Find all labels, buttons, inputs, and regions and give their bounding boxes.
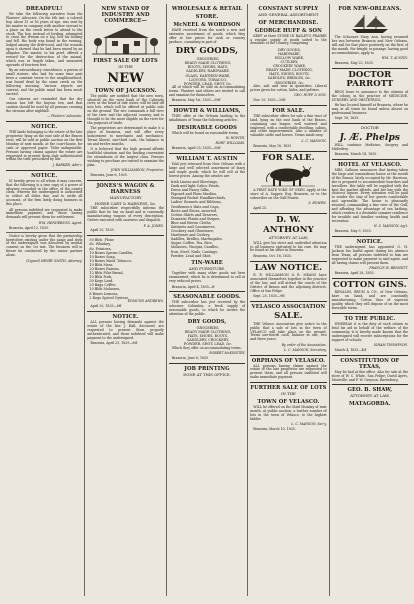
list-item: Crockery and Glassware, <box>170 229 215 234</box>
list-item: Dress and Fancy Silks, <box>170 188 210 193</box>
divider <box>332 384 408 385</box>
list-item: 30 Kegs Lard, <box>89 279 114 284</box>
dateline: Sept. 18, 1835. <box>334 116 360 121</box>
list-item: 10 Bbls Mess. <box>89 262 114 267</box>
dateline: Nov. 29, 1835—30tf <box>253 97 286 102</box>
subhead-furniture: AND FURNITURE. <box>188 265 226 271</box>
list-item: POWDER, LEAD, SHOT, &c. <box>183 81 233 86</box>
article-paragraph: THEY offer at the Orleans landing to the inhabitants of Texas the following articles: <box>168 113 246 122</box>
list-item: HATS, SHOES, BOOTS, <box>269 72 310 77</box>
column-4 <box>247 4 328 596</box>
divider <box>332 355 408 356</box>
dateline: April 25. <box>253 206 268 211</box>
list-item: 2 Kegs Spiced Oysters, <box>89 295 130 300</box>
list-item: CROCKERY WARE, <box>272 64 306 69</box>
headline-in-the: IN THE <box>118 64 133 69</box>
divider <box>169 363 245 364</box>
article-paragraph: R. R. WILLIAMSON & R. MEANS have associated themselves together in the practice of the law, and will attend the courts of the District of Brazos and the adjoining districts. Office at San Felipe. <box>250 273 327 293</box>
newspaper-page <box>4 4 410 596</box>
dateline: Brazoria, April 4, 1835—tf <box>171 284 215 289</box>
list-item: Domestic Plaids and Stripes, <box>170 216 221 221</box>
signature: — Planters' Advocate. <box>46 114 83 119</box>
list-item: 10 Boxes Manf. Tobacco, <box>89 258 133 263</box>
dateline: April 20, 1835—6tf <box>90 304 122 309</box>
divider <box>169 105 245 106</box>
list-item: 20 Boxes Raisins, <box>89 267 120 271</box>
article-paragraph: ALL persons having claims against the estate of the late proprietor are requested to present them, and all persons indebted will make immediate payment. <box>250 363 327 380</box>
dateline: April 20, 1835. <box>90 228 115 233</box>
list-item: Stamped Pocket Handkerchiefs, <box>170 196 227 201</box>
dateline: Brazoria, April 28, 1835. <box>334 270 375 275</box>
article-paragraph: Notice is hereby given that the partnership heretofore existing under the name and style of the undersigned was dissolved by mutual consent on the 1st inst. The business will in future be conducted by the senior partner alone. <box>6 233 83 258</box>
subhead-assortment: AND GENERAL ASSORTMENT <box>258 12 319 17</box>
list-item: READY MADE CLOTHING, <box>184 330 232 335</box>
subhead-horse-cart: HORSE CART & HARNESS, &c. <box>94 200 157 206</box>
signature: F. A. JONES. <box>143 223 164 228</box>
list-item: Iron, Steel, Nails, Castings, <box>170 249 219 254</box>
headline-geo-shaw: GEO. B. SHAW, <box>347 387 393 394</box>
dateline: Brazoria, Oct. 18, 1835. <box>253 253 292 258</box>
divider <box>6 121 82 122</box>
divider <box>169 153 245 154</box>
headline-howth-williams: HOWTH & WILLIAMS, <box>173 107 241 114</box>
divider <box>169 291 245 292</box>
divider <box>250 261 326 262</box>
article-paragraph: THE subscriber respectfully informs the public that he has on hand and is constantly manufacturing wagons of every description. Orders executed with neatness and despatch. <box>87 206 164 223</box>
headline-william-austin: WILLIAM T. AUSTIN <box>176 155 238 162</box>
signature: ROBERT McKINSTRY. <box>209 350 246 355</box>
article-paragraph: ALL persons having demands against the estate of the late J. Hall, deceased, are requested to present them properly authenticated, and those indebted will make payment to the undersigned. <box>87 320 164 340</box>
headline-new-stand: NEW STAND OF INDUSTRY AND COMMERCE— <box>101 6 150 24</box>
headline-dreadful: DREADFUL! <box>26 6 63 12</box>
signature: EDMUND ANDREWS. <box>127 299 164 304</box>
list-item: GROCERIES, &c. <box>274 80 305 85</box>
list-item: Ladies' Bonnets and Ribbons, <box>170 200 222 205</box>
signature: ISHAM THOMPSON. <box>373 342 409 347</box>
divider <box>87 180 163 181</box>
list-item: HARDWARE, <box>278 51 301 56</box>
headline-law-notice: LAW NOTICE. <box>254 262 323 273</box>
signature: J. BARKER, Adm'r. <box>52 162 83 167</box>
dateline: Brazoria, April 13, 1835. <box>9 225 49 230</box>
signature: ROBT. WILLIAMS. <box>215 141 246 146</box>
article-paragraph: Which will be found on reasonable terms. <box>171 130 240 135</box>
article-paragraph: The public are notified that the new town, situated on the west bank of the Colorado river, at the head of tide water, will be laid off into lots, which will be offered at public sale on the ground. The site commands a full view of the river and the adjacent country, and is thought to be the most eligible on the river for the purposes of trade. <box>87 93 164 125</box>
subhead-doctor: DOCTOR <box>361 125 379 131</box>
list-item: do. Whiskey, <box>89 242 111 247</box>
headline-dry-goods: DRY GOODS, <box>175 45 239 56</box>
list-item: CUTLERY, <box>280 60 299 65</box>
headline-wagon-harness: JONES'S WAGON & HARNESS <box>96 183 155 196</box>
dateline: Sept. 25, 1835—9tf <box>253 294 285 299</box>
list-item: Dark and light Calico Prints, <box>170 184 220 189</box>
article-paragraph: The Schooner Mary Ann, having resumed her run between Brazoria and New Orleans, will sail for that place positively on the first of the month. For freight or passage, having good accommodations, apply to <box>331 35 409 55</box>
article-paragraph: He has located himself at Brazoria, where he may at all times be found unless absent on professional business. <box>331 103 409 115</box>
divider <box>332 68 408 69</box>
article-paragraph: MRS. Calhoun announces that having taken the large and commodious house at the mouth of the Brazos, lately occupied by Mr. Harrison, she is prepared to accommodate boarders and travellers. Her table will be supplied with the best the market affords, and her bar with the choicest liquors. Every attention will be paid to render the stay of her guests comfortable and agreeable. The house is pleasantly situated, commanding a fine view of the Gulf, and affording the advantage of sea bathing, which renders it a desirable summer residence for invalids and families seeking health and recreation. <box>331 168 409 223</box>
signature: S. BOWEN. <box>308 201 327 206</box>
divider <box>6 170 82 171</box>
subhead-attorney: ATTORNEY AT LAW, <box>268 235 309 241</box>
dateline: March 4, 1835—4tf <box>334 347 367 352</box>
headline-first-sale: FIRST SALE OF LOTS <box>93 58 158 64</box>
article-paragraph: By an extraordinary coincidence, a person of small stature, who had for some time past been a constant terror to the neighbourhood, was found dead by the same creek on the following morning. Various reports are current, and the public mind has been much excited. <box>6 68 83 96</box>
divider <box>332 236 408 237</box>
headline-sale: SALE. <box>274 311 303 322</box>
article-paragraph: WHEREAS it is the duty of each citizen to lend his aid in behalf of the welfare of the community, it is hereby made known that the undersigned will receive subscriptions for the support of schools. <box>331 321 409 342</box>
headline-matagorda: MATAGORDA. <box>348 401 391 408</box>
dateline: Brazoria, March 14, 1835. <box>334 152 378 157</box>
list-item: READY MADE CLOTHING, <box>266 68 313 73</box>
article-paragraph: WILL give his strict and undivided attention to all business entrusted to his care. He may be found at his office in Brazoria. <box>250 240 327 253</box>
headline-desirable-goods: DESIRABLE GOODS <box>177 124 237 131</box>
article-paragraph: All persons indebted are requested to make immediate payment, and those having demands will present them for settlement. <box>6 207 83 220</box>
list-item: 10 Boxes Soap, <box>89 254 116 259</box>
divider <box>332 313 408 314</box>
dateline: Brazoria, March 10, 1835. <box>253 426 296 431</box>
divider <box>332 159 408 160</box>
divider <box>6 232 82 233</box>
list-item: POWDER, SHOT, LEAD, &c. <box>183 342 233 347</box>
list-item: SADDLERY, CROCKERY, <box>186 338 230 343</box>
list-item: Boots and Shoes, assorted, <box>170 208 218 213</box>
subhead-manufactory: MANUFACTORY <box>109 195 142 201</box>
headline-further-sale: FURTHER SALE OF LOTS <box>250 385 327 392</box>
list-item: GROCERIES, <box>196 326 220 331</box>
headline-cotton-gins: COTTON GINS. <box>333 279 407 290</box>
headline-orphans: ORPHANS OF VELASCO. <box>251 357 326 364</box>
dateline: Brazoria, May 9, 1835. <box>334 229 372 234</box>
headline-store: STORE. <box>195 14 219 20</box>
list-item: Gentlemen's Hats and Caps, <box>170 204 220 209</box>
headline-anthony: D. W. ANTHONY <box>263 215 314 235</box>
column-1 <box>4 4 84 596</box>
subhead-this-office: DONE AT THIS OFFICE. <box>183 371 231 377</box>
article-paragraph: WILL be offered on the third Monday of next month, at public auction, a further number of lots in the town of Velasco, to the highest bidder. <box>250 404 327 421</box>
article-paragraph: May be had at this office. Also for sale at the store of W. C. White, San Felipe; David Ayres, Montville; and P. W. Grayson, Harrisburg. <box>331 369 409 382</box>
list-item: SADDLERY, HARDWARE, <box>186 69 230 74</box>
dateline: Brazoria, June 6, 1835. <box>90 173 128 178</box>
signature: GEO. HUFF & SON. <box>294 92 327 97</box>
article-paragraph: A FIRST RATE YOKE OF OXEN. Apply at the store of A. Sapper, Esq. Brazoria, or to the subscriber on the Gulf Prairie. <box>250 188 327 200</box>
article-paragraph: HAVE received from the north a new and extensive assortment of goods, which they offer at low prices for cash or country produce, consisting in part of <box>168 28 246 44</box>
subhead-in-the: IN THE <box>281 391 296 397</box>
headline-town-velasco: TOWN OF VELASCO. <box>257 398 320 405</box>
article-paragraph: THE subscriber has just received by the schooner Columbia, a fresh supply of seasonable goods, to which he invites the attention of the public. <box>168 300 246 317</box>
article-paragraph: THE subscriber offers for sale a fine tract of land, lying on the east bank of the Brazos, containing one league, well watered and timbered, with a comfortable dwelling, cabins, and other improvements. Also a number of valuable cattle and horses. Terms made easy. <box>250 113 327 138</box>
list-item: GLASS, EARTHEN-WARE, <box>185 73 231 78</box>
headline-hotel-velasco: HOTEL AT VELASCO. <box>338 162 402 168</box>
article-paragraph: Which they offer on accommodating terms. <box>171 345 242 350</box>
list-item: 12 Bbls Pilot Bread, <box>89 271 124 276</box>
list-item: SADDLES, BRIDLES, &c. <box>267 76 312 81</box>
signature: H. S. MANSON, Ag't. <box>373 224 409 229</box>
signature: JOHN WILLIAMSON, Proprietor. <box>110 168 164 173</box>
list-item: HOLLOW WARE, <box>274 56 305 60</box>
headline-wholesale: WHOLESALE & RETAIL <box>171 6 243 12</box>
schooner-woodcut-icon <box>348 14 392 34</box>
dateline: Brazoria, May 16, 1835 <box>253 143 292 148</box>
list-item: Hardware and Cutlery, <box>170 233 211 238</box>
article-paragraph: WILL continue Medicine, Surgery and Midwifery. <box>331 142 409 151</box>
goods-list <box>169 57 245 86</box>
list-item: HATS, SHOES, BOOTS, <box>187 334 229 339</box>
list-item: READY MADE CLOTHING, <box>184 61 232 66</box>
article-paragraph: THE lands belonging to the estate of the late proprietor, lying on the east side of the Brazos river, will be sold at public auction on the first Monday of next month, at the court-house, for cash or approved paper. Titles indisputable. Persons having claims against the estate are requested to present them duly authenticated within the time prescribed by law. <box>6 130 83 162</box>
headline-george-huff: GEORGE HUFF & SON <box>254 27 323 34</box>
dateline: Brazoria, April 25, 1835—6tf <box>90 341 138 346</box>
headline-doctor-parrott: DOCTOR PARROTT <box>346 69 394 90</box>
list-item: 8 Boxes Lemons, <box>89 291 119 296</box>
article-paragraph: BEGS leave to announce to the citizens of the colony, in the practice of MEDICINE, SURGERY, AND OBSTETRICS. <box>331 89 409 102</box>
headline-notice: NOTICE. <box>31 124 58 131</box>
list-item: Cotton Shirts and Drawers, <box>170 212 219 217</box>
divider <box>87 311 163 312</box>
dateline: Brazoria, April 25, 1835—30tf <box>171 145 221 150</box>
divider <box>250 301 326 302</box>
article-paragraph: We take the following narrative from the Planters' Advocate. On the 6th inst. a colored boy, about 15 or 16 years of age, was sent by his master in company with another servant to a place on the creek below to attend to the stock. The boy, instead of fording, attempted to cross the stream on a log, lost his footing and fell. His body was found in the evening, lodged among the drift-wood, and the wounds upon it showed that he had been seized by an alligator. The master, in his grief, offered a reward for the destruction of the animal, which was at length taken, and measured upwards of fourteen feet. <box>6 12 83 67</box>
divider <box>332 123 408 124</box>
house-woodcut-icon <box>90 26 162 56</box>
list-item: Figured and Plain Muslins, <box>170 192 218 197</box>
list-item: DRY GOODS, <box>278 47 301 52</box>
list-item: Powder, Lead and Shot. <box>170 253 212 258</box>
headline-new: NEW <box>107 70 144 86</box>
headline-tin-ware: TIN-WARE <box>191 259 223 266</box>
article-paragraph: IS hereby given to all whom it may concern, that the following is a true copy of a power of attorney recorded in the office of the county clerk, wherein the undersigned is authorized to collect all debts due, and to settle all accounts, of the firm lately doing business in this place. <box>6 178 83 207</box>
divider <box>250 382 326 383</box>
list-item: do. Potatoes, <box>89 246 112 251</box>
ox-woodcut-icon <box>259 165 317 187</box>
list-item: 10 Bbls Molasses, <box>89 287 121 292</box>
list-item: 10 Boxes Sperm Candles, <box>89 250 134 255</box>
goods-list <box>169 326 245 346</box>
signature: FRANCIS W. BENNETT. <box>369 266 409 271</box>
dateline: Brazoria, May 23, 1835. <box>334 60 374 65</box>
headline-dry-goods: DRY GOODS, <box>187 319 227 326</box>
headline-constant-supply: CONSTANT SUPPLY <box>258 6 319 12</box>
headline-to-the-public: TO THE PUBLIC. <box>344 315 396 322</box>
list-item: 20 Bags Coffee, <box>89 283 117 288</box>
list-item: Sugar, Coffee, Tea, Rice, <box>170 241 213 246</box>
signature: L. C. MANSON, Sec'y. <box>291 421 327 426</box>
list-item: 10 Bbls Pork, <box>89 275 113 280</box>
divider <box>332 278 408 279</box>
article-paragraph: THE Velasco Association give notice to the public that a sale of lots in the town of VELASCO will take place on the ground. Terms one-fourth cash, balance in one, two and three years. <box>250 321 327 342</box>
dateline: Brazoria, May 1st, 1835—39tf <box>171 98 221 102</box>
goods-list <box>169 180 245 258</box>
article-paragraph: Our citizens are reminded that the dry season has left the bayous low, and that caution should be used by all persons crossing the streams after nightfall. <box>6 97 83 113</box>
headline-notice: NOTICE. <box>31 172 58 179</box>
article-paragraph: HAS just returned from New Orleans with a large and well selected assortment of fancy and staple goods, which he will sell at the lowest prices. Among the articles are: <box>168 161 246 178</box>
headline-job-printing: JOB PRINTING <box>184 365 230 372</box>
divider <box>87 235 163 236</box>
signature: W. HOWTH, <box>225 136 246 141</box>
signature: L. C. MANSON. <box>301 138 327 143</box>
subhead-attorney: ATTORNEY AT LAW, <box>350 393 390 399</box>
headline-for-sale: FOR SALE. <box>272 107 305 114</box>
column-2 <box>84 4 165 596</box>
article-paragraph: RENALDS, BRUM & CO., of New Orleans, have on hand, and are constantly manufacturing, Cotton Gins of superior quality, which they will dispose of on the most favorable terms. <box>331 290 409 310</box>
headline-phelps: J. Æ. Phelps <box>339 132 401 143</box>
headline-notice: NOTICE. <box>356 239 383 245</box>
list-item: GROCERIES, <box>196 57 220 62</box>
list-item: Blue and Brown Cloths, <box>170 220 212 225</box>
divider <box>250 105 326 106</box>
article-paragraph: Together with many other goods not here enumerated, which he is determined to sell at very reduced prices. <box>168 271 246 284</box>
headline-town-of-jackson: TOWN OF JACKSON. <box>94 87 157 94</box>
signature: (Signed) HENRY SMITH, Attorney. <box>26 258 83 263</box>
headline-for-sale: FOR SALE. <box>262 152 315 163</box>
signature: WM. T. AUSTIN. <box>381 56 409 61</box>
article-paragraph: THE undersigned has appointed G. H. Jackson his lawful agent during his absence from Texas; all persons indebted to him are requested to make payment to said agent, and all having claims will present them. <box>331 245 409 265</box>
list-item: Irish Linens and Sheetings, <box>170 179 218 184</box>
goods-list <box>250 48 326 85</box>
headline-notice: NOTICE. <box>112 314 139 321</box>
headline-constitution: CONSTITUTION OF TEXAS, <box>340 357 400 370</box>
article-paragraph: The proprietors are determined to make it a place of business, and will offer every inducement to merchants and mechanics. Terms liberal, one-third cash, the balance in six and twelve months. <box>87 126 164 146</box>
column-3 <box>166 4 247 596</box>
divider <box>250 151 326 152</box>
list-item: Saddles, Bridles, Martingales, <box>170 237 223 242</box>
signature: L. C. MANSON, Secretary. <box>284 347 327 352</box>
signature: By order of the Association. <box>281 342 327 347</box>
article-paragraph: KEEP at their STORE IN BAILEY'S PRAIRIE a regular supply of goods suited to the demands of the country, comprising <box>250 33 327 46</box>
divider <box>250 213 326 214</box>
list-item: LIQUORS, TOBACCO, <box>189 77 227 82</box>
headline-for-new-orleans: FOR NEW-ORLEANS. <box>338 6 402 12</box>
headline-merchandise: OF MERCHANDISE. <box>258 19 319 26</box>
headline-seasonable-goods: SEASONABLE GOODS. <box>173 294 241 301</box>
headline-mcneel: McNEEL & WORDSON <box>173 22 241 28</box>
dateline: Brazoria, June 6, 1835 <box>171 355 209 360</box>
list-item: BOOTS, SHOES, HATS, <box>187 65 229 70</box>
list-item: Molasses, Vinegar, Candles, <box>170 245 219 250</box>
signature: WM. HENDERSON, Agent. <box>38 220 83 225</box>
divider <box>250 355 326 356</box>
goods-list <box>87 238 163 299</box>
list-item: 50 Bbls. Flour, <box>89 238 115 243</box>
article-paragraph: Also, salt and iron in quantities. Liberal prices given for cotton, hides, and peltries. <box>250 83 327 92</box>
article-paragraph: All of which will be sold on accommodating terms. Planters and others are invited to call and examine for themselves. <box>168 84 246 97</box>
headline-velasco-association: VELASCO ASSOCIATION <box>251 304 326 311</box>
list-item: Sattinets and Cassimeres, <box>170 225 216 229</box>
article-paragraph: It is believed that the high ground affords healthful situation and the landing convenient for steamboats of the largest class. Persons wishing to purchase are invited to examine the plan. <box>87 147 164 167</box>
column-5 <box>329 4 410 596</box>
